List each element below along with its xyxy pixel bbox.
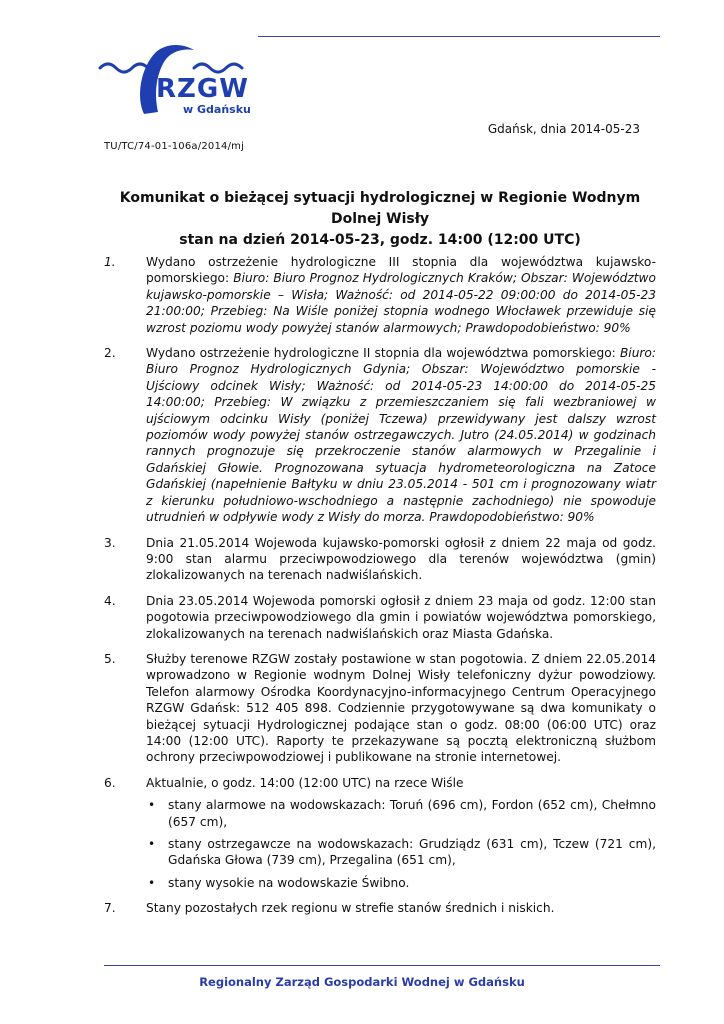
announcement-list <box>0 254 724 926</box>
item-text: Dnia 21.05.2014 Wojewoda kujawsko-pomorski ogłosił z dniem 22 maja od godz. 9:00 stan alarmu przeciwpowodziowego dla terenów województwa (gmin) zlokalizowanych na terenach nadwiślańskich. <box>146 535 656 583</box>
item-text: Aktualnie, o godz. 14:00 (12:00 UTC) na rzece Wiśle <box>146 775 464 790</box>
bullet-icon: • <box>148 875 156 890</box>
item-number: 6. <box>104 775 116 790</box>
list-item-4 <box>0 593 724 642</box>
logo-main-text: RZGW <box>156 74 249 104</box>
list-item-6 <box>0 775 724 891</box>
list-item-3 <box>0 535 724 584</box>
item-lead: Wydano ostrzeżenie hydrologiczne III stopnia dla województwa kujawsko-pomorskiego: <box>146 255 656 286</box>
item-number: 2. <box>104 346 116 361</box>
item-details: Biuro: Biuro Prognoz Hydrologicznych Kraków; Obszar: Województwo kujawsko-pomorskie – Wisła; Ważność: od 2014-05-22 09:00:00 do 2014-05-23 21:00:00; Przebieg: Na Wiśle poniżej stopnia wodnego Włocławek przewiduje się wzrost poziomu wody powyżej stanów alarmowych; Prawdopodobieństwo: 90% <box>146 271 656 335</box>
title-line-1: Komunikat o bieżącej sytuacji hydrologicznej w Regionie Wodnym Dolnej Wisły <box>119 190 641 227</box>
footer-rule <box>104 965 660 966</box>
header-rule <box>258 36 660 37</box>
item-details: Biuro: Biuro Prognoz Hydrologicznych Gdynia; Obszar: Województwo pomorskie - Ujściowy odcinek Wisły; Ważność: od 2014-05-23 14:00:00 do 2014-05-25 14:00:00; Przebieg: W związku z przemieszczaniem się fali wezbraniowej w ujściowym odcinku Wisły (poniżej Tczewa) przewidywany jest dalszy wzrost poziomów wody powyżej stanów ostrzegawczych. Jutro (24.05.2014) w godzinach rannych prognozuje się przekroczenie stanów alarmowych w Przegalinie i Gdańskiej Głowie. Prognozowana sytuacja hydrometeorologiczna na Zatoce Gdańskiej (napełnienie Bałtyku w dniu 23.05.2014 - 501 cm i prognozowany wiatr z kierunku południowo-wschodniego a następnie zachodniego) nie spowoduje utrudnień w odpływie wody z Wisły do morza. Prawdopodobieństwo: 90% <box>146 346 656 525</box>
place-date: Gdańsk, dnia 2014-05-23 <box>487 122 640 136</box>
item-text: Służby terenowe RZGW zostały postawione w stan pogotowia. Z dniem 22.05.2014 wprowadzono w Regionie wodnym Dolnej Wisły telefoniczny dyżur powodziowy. Telefon alarmowy Ośrodka Koordynacyjno-informacyjnego Centrum Operacyjnego RZGW Gdańsk: 512 405 898. Codziennie przygotowywane są dwa komunikaty o bieżącej sytuacji Hydrologicznej podające stan o godz. 08:00 (06:00 UTC) oraz 14:00 (12:00 UTC). Raporty te przekazywane są pocztą elektroniczną służbom ochrony przeciwpowodziowej i publikowane na stronie internetowej. <box>146 651 656 765</box>
bullet-icon: • <box>148 798 156 813</box>
document-title <box>100 188 660 251</box>
bullet-item <box>148 797 656 830</box>
item-text: Dnia 23.05.2014 Wojewoda pomorski ogłosił z dniem 23 maja od godz. 12:00 stan pogotowia przeciwpowodziowego dla gmin i powiatów województwa pomorskiego, zlokalizowanych na terenach nadwiślańskich oraz Miasta Gdańska. <box>146 593 656 641</box>
list-item-1 <box>0 254 724 336</box>
reference-number: TU/TC/74-01-106a/2014/mj <box>104 141 245 152</box>
list-item-5 <box>0 651 724 766</box>
item-text: Stany pozostałych rzek regionu w strefie stanów średnich i niskich. <box>146 901 555 916</box>
list-item-7 <box>0 900 724 916</box>
title-line-2: stan na dzień 2014-05-23, godz. 14:00 (12:00 UTC) <box>179 232 581 248</box>
item-lead: Wydano ostrzeżenie hydrologiczne II stopnia dla województwa pomorskiego: <box>146 346 616 361</box>
item-text <box>146 254 656 336</box>
bullet-text: stany ostrzegawcze na wodowskazach: Grudziądz (631 cm), Tczew (721 cm), Gdańska Głowa (739 cm), Przegalina (651 cm), <box>168 837 656 868</box>
item-number: 7. <box>104 901 116 916</box>
bullet-item <box>148 875 656 891</box>
item-number: 4. <box>104 593 116 608</box>
rzgw-logo <box>96 38 256 122</box>
list-item-2 <box>0 345 724 525</box>
item-number: 3. <box>104 535 116 550</box>
bullet-text: stany wysokie na wodowskazie Świbno. <box>168 875 410 890</box>
bullet-item <box>148 836 656 869</box>
bullet-icon: • <box>148 837 156 851</box>
footer-organization: Regionalny Zarząd Gospodarki Wodnej w Gdańsku <box>199 975 525 989</box>
item-number: 1. <box>104 255 116 269</box>
bullet-text: stany alarmowe na wodowskazach: Toruń (696 cm), Fordon (652 cm), Chełmno (657 cm), <box>168 798 656 829</box>
logo-sub-text: w Gdańsku <box>183 103 251 116</box>
item-number: 5. <box>104 651 116 666</box>
gauge-status-list <box>0 797 724 891</box>
item-text <box>146 345 656 525</box>
